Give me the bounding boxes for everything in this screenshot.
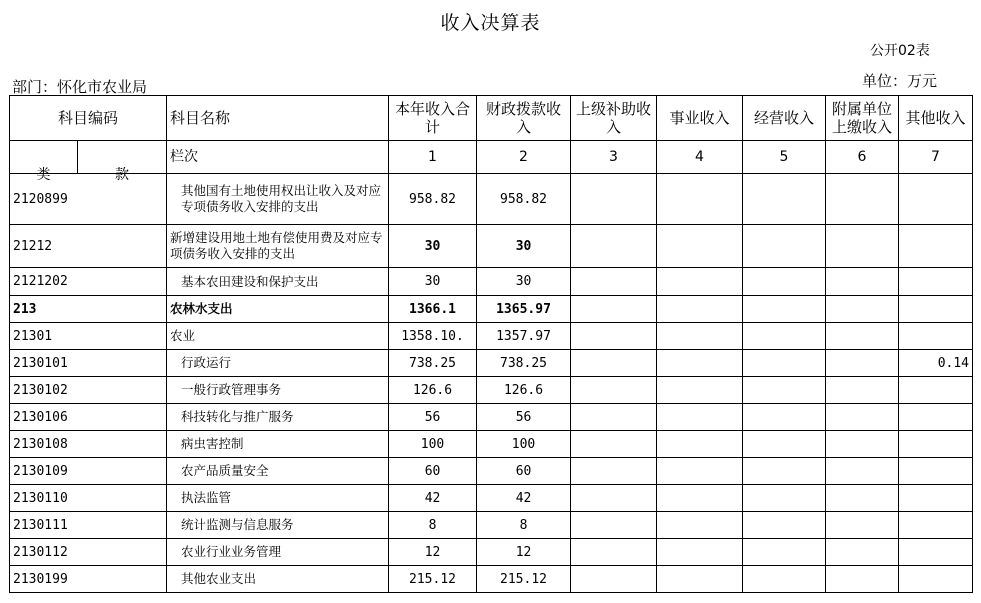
row-other [899, 512, 973, 539]
row-fiscal: 215.12 [477, 566, 571, 593]
row-total: 8 [389, 512, 477, 539]
table-row [10, 268, 973, 296]
row-code: 2130110 [10, 485, 167, 512]
row-fiscal: 126.6 [477, 377, 571, 404]
row-code: 2130101 [10, 350, 167, 377]
header-other-income: 其他收入 [899, 96, 973, 141]
category-subheader: 类 [10, 141, 78, 174]
table-row [10, 458, 973, 485]
row-total: 958.82 [389, 174, 477, 225]
row-other [899, 404, 973, 431]
row-code: 213 [10, 296, 167, 323]
column-number-7: 7 [899, 141, 973, 174]
header-superior-subsidy: 上级补助收入 [571, 96, 657, 141]
row-total: 30 [389, 225, 477, 268]
row-code: 2130109 [10, 458, 167, 485]
table-row [10, 174, 973, 225]
row-name: 基本农田建设和保护支出 [167, 268, 389, 296]
row-total: 30 [389, 268, 477, 296]
row-name: 一般行政管理事务 [167, 377, 389, 404]
row-other [899, 458, 973, 485]
column-number-4: 4 [657, 141, 743, 174]
row-name: 新增建设用地土地有偿使用费及对应专项债务收入安排的支出 [167, 225, 389, 268]
row-code: 2120899 [10, 174, 167, 225]
column-number-row [10, 141, 973, 174]
row-other [899, 296, 973, 323]
table-row [10, 539, 973, 566]
header-affiliated-income: 附属单位上缴收入 [826, 96, 899, 141]
row-total: 100 [389, 431, 477, 458]
row-other [899, 225, 973, 268]
row-name: 农林水支出 [167, 296, 389, 323]
column-number-6: 6 [826, 141, 899, 174]
table-row [10, 404, 973, 431]
row-fiscal: 12 [477, 539, 571, 566]
report-title: 收入决算表 [440, 12, 541, 34]
unit-label: 单位：万元 [862, 72, 938, 90]
header-row [10, 96, 973, 141]
table-row [10, 485, 973, 512]
row-total: 56 [389, 404, 477, 431]
column-number-5: 5 [743, 141, 826, 174]
row-code: 21212 [10, 225, 167, 268]
row-total: 42 [389, 485, 477, 512]
table-row [10, 296, 973, 323]
table-row [10, 431, 973, 458]
row-other [899, 268, 973, 296]
form-number: 公开02表 [870, 43, 930, 59]
row-code: 2121202 [10, 268, 167, 296]
row-name: 执法监管 [167, 485, 389, 512]
income-table [9, 95, 973, 593]
column-label: 栏次 [167, 141, 389, 174]
row-name: 科技转化与推广服务 [167, 404, 389, 431]
row-other [899, 539, 973, 566]
row-name: 其他农业支出 [167, 566, 389, 593]
row-code: 2130102 [10, 377, 167, 404]
table-row [10, 566, 973, 593]
header-code: 科目编码 [10, 96, 167, 141]
column-number-2: 2 [477, 141, 571, 174]
row-fiscal: 1357.97 [477, 323, 571, 350]
header-operating-income: 经营收入 [743, 96, 826, 141]
row-fiscal: 56 [477, 404, 571, 431]
row-code: 21301 [10, 323, 167, 350]
row-name: 统计监测与信息服务 [167, 512, 389, 539]
row-total: 738.25 [389, 350, 477, 377]
table-row [10, 512, 973, 539]
row-name: 农业行业业务管理 [167, 539, 389, 566]
row-fiscal: 30 [477, 225, 571, 268]
column-number-3: 3 [571, 141, 657, 174]
row-code: 2130106 [10, 404, 167, 431]
column-number-1: 1 [389, 141, 477, 174]
row-total: 1358.10. [389, 323, 477, 350]
row-fiscal: 8 [477, 512, 571, 539]
row-fiscal: 100 [477, 431, 571, 458]
section-subheader: 款 [78, 141, 167, 174]
row-other [899, 377, 973, 404]
header-name: 科目名称 [167, 96, 389, 141]
row-other [899, 174, 973, 225]
row-total: 12 [389, 539, 477, 566]
row-name: 农产品质量安全 [167, 458, 389, 485]
row-other [899, 431, 973, 458]
row-other [899, 485, 973, 512]
row-name: 其他国有土地使用权出让收入及对应专项债务收入安排的支出 [167, 174, 389, 225]
table-row [10, 350, 973, 377]
table-row [10, 225, 973, 268]
row-fiscal: 1365.97 [477, 296, 571, 323]
header-business-income: 事业收入 [657, 96, 743, 141]
row-total: 215.12 [389, 566, 477, 593]
header-fiscal-income: 财政拨款收入 [477, 96, 571, 141]
header-total-income: 本年收入合计 [389, 96, 477, 141]
row-name: 病虫害控制 [167, 431, 389, 458]
row-total: 126.6 [389, 377, 477, 404]
row-fiscal: 738.25 [477, 350, 571, 377]
row-other [899, 323, 973, 350]
row-code: 2130111 [10, 512, 167, 539]
row-other: 0.14 [899, 350, 973, 377]
row-fiscal: 42 [477, 485, 571, 512]
row-other [899, 566, 973, 593]
row-code: 2130108 [10, 431, 167, 458]
row-fiscal: 30 [477, 268, 571, 296]
table-row [10, 377, 973, 404]
row-code: 2130112 [10, 539, 167, 566]
row-code: 2130199 [10, 566, 167, 593]
department-label: 部门：怀化市农业局 [12, 78, 148, 96]
row-total: 1366.1 [389, 296, 477, 323]
row-name: 农业 [167, 323, 389, 350]
table-row [10, 323, 973, 350]
row-total: 60 [389, 458, 477, 485]
row-name: 行政运行 [167, 350, 389, 377]
row-fiscal: 958.82 [477, 174, 571, 225]
row-fiscal: 60 [477, 458, 571, 485]
